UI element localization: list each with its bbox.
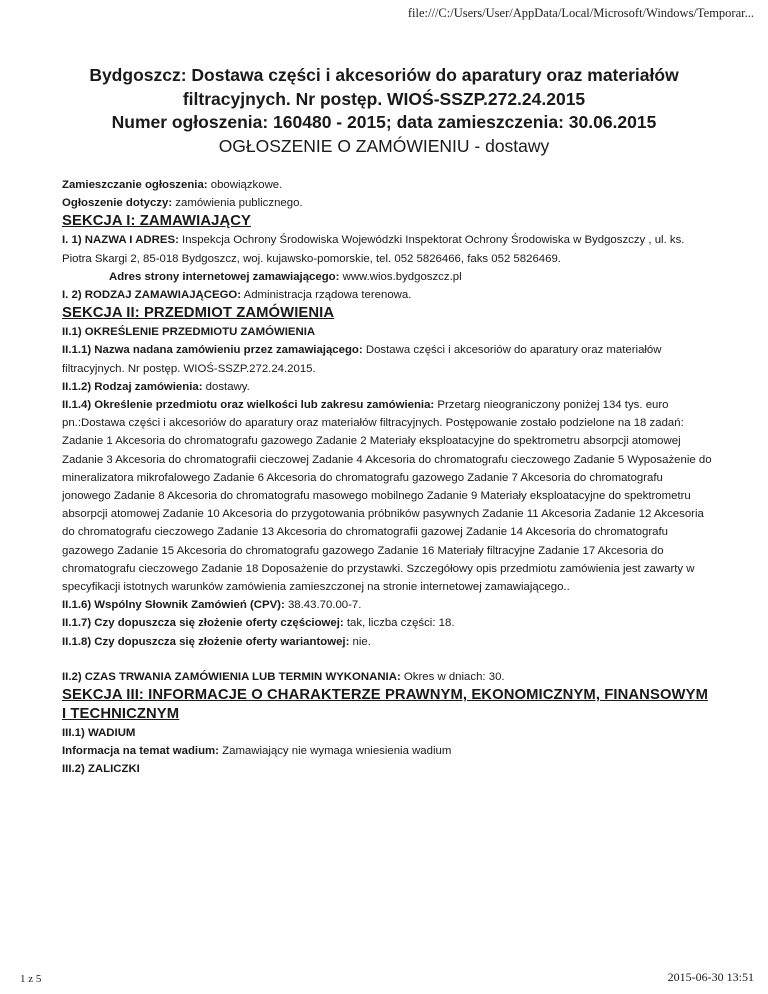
website-value: www.wios.bydgoszcz.pl (339, 270, 462, 283)
name-address-value: Inspekcja Ochrony Środowiska Wojewódzki Inspektorat Ochrony Środowiska w Bydgoszczy , ul. ks. Piotra Skargi 2, 85-018 Bydgoszcz, woj. kujawsko-pomorskie, tel. 052 5826466, faks 052 5826469. (62, 234, 685, 265)
advances-label: III.2) ZALICZKI (62, 763, 140, 776)
file-path-header: file:///C:/Users/User/AppData/Local/Microsoft/Windows/Temporar... (407, 6, 754, 20)
title-line-2: filtracyjnych. Nr postęp. WIOŚ-SSZP.272.24.2015 (182, 88, 586, 109)
subject-definition-row (62, 323, 712, 341)
scope-row (62, 396, 712, 596)
authority-type-row (62, 286, 712, 304)
contract-name-value: Dostawa części i akcesoriów do aparatury oraz materiałów filtracyjnych. Nr postęp. WIOŚ-SSZP.272.24.2015. (62, 344, 662, 375)
contract-kind-value: dostawy. (202, 380, 250, 393)
contracting-authority-address (62, 231, 712, 267)
scope-label: II.1.4) Określenie przedmiotu oraz wielkości lub zakresu zamówienia: (62, 399, 435, 412)
section-1-heading: SEKCJA I: ZAMAWIAJĄCY (62, 213, 251, 230)
title-line-4: OGŁOSZENIE O ZAMÓWIENIU - dostawy (218, 135, 550, 156)
concerns-value: zamówienia publicznego. (172, 197, 303, 210)
contract-name-label: II.1.1) Nazwa nadana zamówieniu przez zamawiającego: (62, 344, 363, 357)
subject-definition-label: II.1) OKREŚLENIE PRZEDMIOTU ZAMÓWIENIA (62, 326, 316, 339)
title-line-1: Bydgoszcz: Dostawa części i akcesoriów do aparatury oraz materiałów (89, 65, 679, 85)
cpv-label: II.1.6) Wspólny Słownik Zamówień (CPV): (62, 599, 285, 612)
authority-type-label: I. 2) RODZAJ ZAMAWIAJĄCEGO: (62, 289, 242, 302)
advances-row (62, 760, 712, 778)
scope-value: Przetarg nieograniczony poniżej 134 tys. euro pn.:Dostawa części i akcesoriów do aparatury oraz materiałów filtracyjnych. Postępowanie zostało podzielone na 18 zadań: Zadanie 1 Akcesoria do chromatografu gazowego Zadanie 2 Materiały eksploatacyjne do spektrometru absorpcji atomowej Zadanie 3 Akcesoria do chromatografii cieczowej Zadanie 4 Akcesoria do chromatografu cieczowego Zadanie 5 Wyposażenie do mineralizatora mikrofalowego Zadanie 6 Akcesoria do chromatografu gazowego Zadanie 7 Akcesoria do chromatografu jonowego Zadanie 8 Akcesoria do chromatografu masowego mobilnego Zadanie 9 Materiały eksploatacyjne do spektrometru absorpcji atomowej Zadanie 10 Akcesoria do przygotowania próbników pasywnych Zadanie 11 Akcesoria Zadanie 12 Akcesoria do chromatografu cieczowego Zadanie 13 Akcesoria do chromatografii gazowej Zadanie 14 Akcesoria do chromatografu gazowego Zadanie 15 Akcesoria do chromatografu gazowego Zadanie 16 Materiały filtracyjne Zadanie 17 Akcesoria do chromatografu cieczowego Zadanie 18 Doposażenie do przystawki. Szczegółowy opis przedmiotu zamówienia jest zawarty w specyfikacji istotnych warunków zamówienia zamieszczonej na stronie internetowej zamawiającego.. (62, 399, 712, 594)
partial-offer-row (62, 614, 712, 632)
deposit-info-row (62, 742, 712, 760)
section-2-heading: SEKCJA II: PRZEDMIOT ZAMÓWIENIA (62, 305, 335, 322)
deposit-row (62, 724, 712, 742)
variant-offer-label: II.1.8) Czy dopuszcza się złożenie oferty wariantowej: (62, 635, 350, 648)
partial-offer-value: tak, liczba części: 18. (343, 617, 455, 630)
authority-type-value: Administracja rządowa terenowa. (241, 289, 412, 302)
placement-value: obowiązkowe. (207, 179, 283, 191)
notice-title (30, 64, 738, 158)
notice-body (62, 176, 712, 779)
contract-kind-label: II.1.2) Rodzaj zamówienia: (62, 380, 203, 393)
page-counter: 1 z 5 (20, 973, 42, 985)
duration-row (62, 668, 712, 686)
deposit-info-label: Informacja na temat wadium: (62, 745, 219, 758)
section-3-heading: SEKCJA III: INFORMACJE O CHARAKTERZE PRAWNYM, EKONOMICZNYM, FINANSOWYM I TECHNICZNYM (62, 687, 709, 723)
name-address-label: I. 1) NAZWA I ADRES: (62, 234, 179, 247)
title-line-3: Numer ogłoszenia: 160480 - 2015; data zamieszczenia: 30.06.2015 (111, 112, 657, 132)
website-row (62, 268, 712, 286)
duration-label: II.2) CZAS TRWANIA ZAMÓWIENIA LUB TERMIN WYKONANIA: (62, 670, 401, 683)
variant-offer-value: nie. (349, 635, 371, 648)
duration-value: Okres w dniach: 30. (400, 670, 505, 683)
contract-name-row (62, 341, 712, 377)
cpv-row (62, 596, 712, 614)
website-label: Adres strony internetowej zamawiającego: (109, 270, 340, 283)
concerns-row (62, 194, 712, 212)
placement-label: Zamieszczanie ogłoszenia: (62, 179, 208, 191)
cpv-value: 38.43.70.00-7. (284, 599, 362, 612)
deposit-label: III.1) WADIUM (62, 727, 136, 740)
deposit-info-value: Zamawiający nie wymaga wniesienia wadium (218, 745, 452, 758)
placement-row (62, 176, 712, 194)
contract-kind-row (62, 378, 712, 396)
print-datetime: 2015-06-30 13:51 (667, 970, 754, 984)
concerns-label: Ogłoszenie dotyczy: (62, 197, 173, 210)
partial-offer-label: II.1.7) Czy dopuszcza się złożenie oferty częściowej: (62, 617, 344, 630)
variant-offer-row (62, 633, 712, 651)
